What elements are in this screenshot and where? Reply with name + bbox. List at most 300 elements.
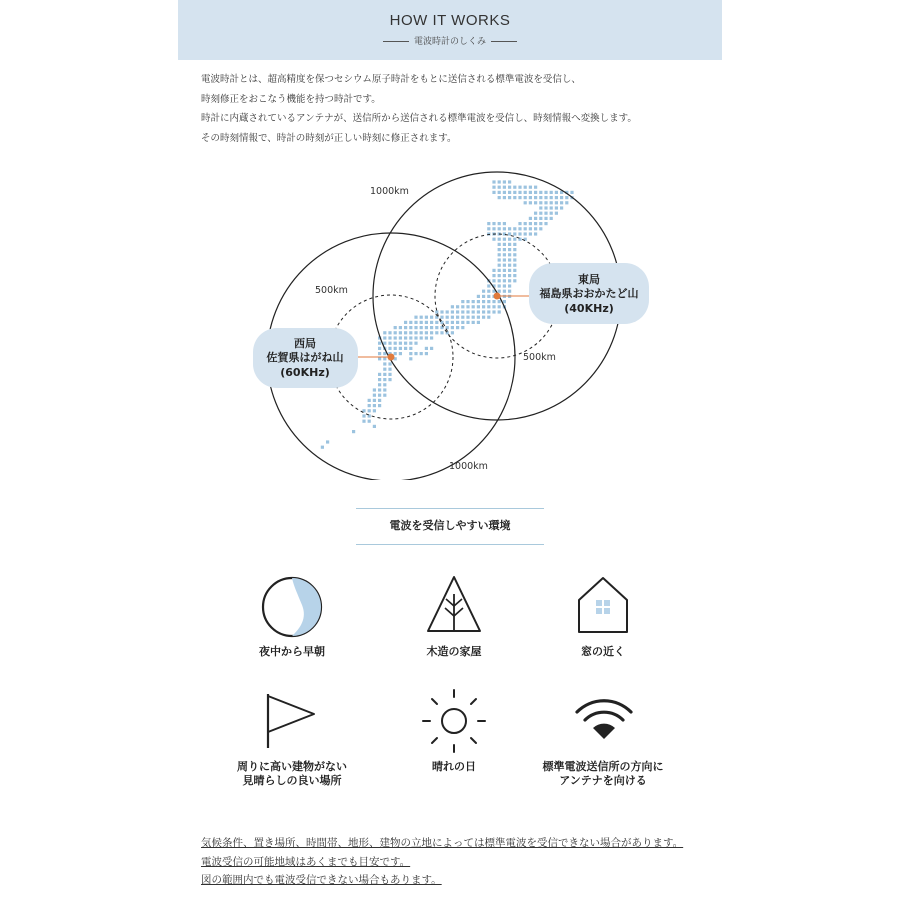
map-dot — [492, 310, 495, 313]
map-dot — [498, 186, 501, 189]
map-dot — [378, 383, 381, 386]
map-dot — [461, 316, 464, 319]
map-dot — [508, 243, 511, 246]
map-dot — [435, 331, 438, 334]
map-dot — [492, 274, 495, 277]
map-dot — [461, 326, 464, 329]
map-dot — [477, 305, 480, 308]
map-dot — [544, 206, 547, 209]
map-dot — [409, 331, 412, 334]
map-dot — [508, 196, 511, 199]
map-dot — [430, 336, 433, 339]
map-dot — [362, 420, 365, 423]
map-dot — [503, 300, 506, 303]
map-dot — [544, 196, 547, 199]
map-dot — [456, 305, 459, 308]
map-dot — [383, 373, 386, 376]
map-dot — [529, 222, 532, 225]
map-dot — [498, 269, 501, 272]
map-dot — [513, 253, 516, 256]
map-dot — [498, 310, 501, 313]
map-dot — [503, 279, 506, 282]
map-dot — [435, 326, 438, 329]
map-dot — [524, 222, 527, 225]
map-dot — [420, 352, 423, 355]
map-dot — [513, 243, 516, 246]
map-dot — [544, 212, 547, 215]
map-dot — [503, 258, 506, 261]
map-dot — [550, 196, 553, 199]
map-dot — [383, 357, 386, 360]
map-dot — [440, 316, 443, 319]
condition-label — [532, 645, 674, 659]
map-dot — [487, 284, 490, 287]
map-dot — [368, 420, 371, 423]
map-dot — [482, 290, 485, 293]
map-dot — [383, 352, 386, 355]
map-dot — [414, 321, 417, 324]
map-dot — [472, 305, 475, 308]
map-dot — [487, 295, 490, 298]
map-dot — [394, 331, 397, 334]
map-dot — [388, 331, 391, 334]
map-dot — [487, 227, 490, 230]
map-dot — [513, 258, 516, 261]
map-dot — [404, 336, 407, 339]
page-title: HOW IT WORKS — [389, 12, 511, 29]
map-dot — [498, 238, 501, 241]
map-dot — [570, 191, 573, 194]
map-dot — [409, 321, 412, 324]
map-dot — [508, 238, 511, 241]
map-dot — [383, 336, 386, 339]
map-dot — [503, 290, 506, 293]
map-dot — [492, 238, 495, 241]
map-dot — [503, 269, 506, 272]
map-dot — [513, 186, 516, 189]
map-dot — [503, 222, 506, 225]
map-dot — [456, 326, 459, 329]
map-dot — [388, 347, 391, 350]
map-dot — [524, 191, 527, 194]
condition-line2: 見晴らしの良い場所 — [242, 774, 342, 787]
map-dot — [383, 383, 386, 386]
tree-icon — [424, 574, 484, 636]
map-dot — [388, 336, 391, 339]
map-dot — [425, 321, 428, 324]
map-dot — [513, 196, 516, 199]
map-dot — [446, 310, 449, 313]
map-dot — [534, 227, 537, 230]
map-dot — [394, 347, 397, 350]
map-dot — [425, 336, 428, 339]
map-dot — [394, 352, 397, 355]
map-dot — [492, 180, 495, 183]
map-dot — [498, 300, 501, 303]
map-dot — [539, 201, 542, 204]
map-dot — [388, 342, 391, 345]
map-dot — [326, 440, 329, 443]
map-dot — [456, 321, 459, 324]
map-dot — [420, 321, 423, 324]
map-dot — [508, 269, 511, 272]
map-dot — [373, 409, 376, 412]
map-dot — [498, 222, 501, 225]
map-dot — [513, 279, 516, 282]
map-dot — [555, 212, 558, 215]
condition-line2: アンテナを向ける — [559, 774, 647, 787]
west-station-location: 佐賀県はがね山 — [266, 351, 344, 364]
map-dot — [420, 336, 423, 339]
map-dot — [498, 274, 501, 277]
map-dot — [560, 196, 563, 199]
map-dot — [492, 222, 495, 225]
conditions-title: 電波を受信しやすい環境 — [389, 519, 511, 532]
map-dot — [425, 316, 428, 319]
map-dot — [513, 248, 516, 251]
map-dot — [518, 191, 521, 194]
map-dot — [425, 331, 428, 334]
sun-icon — [421, 688, 487, 754]
map-dot — [399, 336, 402, 339]
map-dot — [503, 284, 506, 287]
west-inner-radius-label: 500km — [315, 285, 348, 296]
map-dot — [539, 196, 542, 199]
map-dot — [394, 326, 397, 329]
map-dot — [498, 196, 501, 199]
map-dot — [368, 404, 371, 407]
map-dot — [472, 300, 475, 303]
map-dot — [414, 342, 417, 345]
map-dot — [414, 316, 417, 319]
map-dot — [482, 316, 485, 319]
map-dot — [409, 326, 412, 329]
map-dot — [518, 196, 521, 199]
map-dot — [409, 347, 412, 350]
map-dot — [503, 196, 506, 199]
map-dot — [503, 243, 506, 246]
map-dot — [555, 196, 558, 199]
map-dot — [477, 316, 480, 319]
map-dot — [498, 279, 501, 282]
east-station-frequency: (40KHz) — [564, 302, 614, 315]
map-dot — [498, 258, 501, 261]
map-dot — [529, 232, 532, 235]
map-dot — [518, 222, 521, 225]
map-dot — [399, 326, 402, 329]
map-dot — [435, 321, 438, 324]
map-dot — [373, 425, 376, 428]
map-dot — [503, 248, 506, 251]
map-dot — [529, 217, 532, 220]
map-dot — [399, 342, 402, 345]
map-dot — [383, 388, 386, 391]
map-dot — [529, 191, 532, 194]
map-dot — [492, 227, 495, 230]
map-dot — [383, 394, 386, 397]
map-dot — [524, 186, 527, 189]
map-dot — [466, 310, 469, 313]
map-dot — [388, 373, 391, 376]
map-dot — [404, 321, 407, 324]
map-dot — [524, 201, 527, 204]
map-dot — [518, 186, 521, 189]
map-dot — [508, 290, 511, 293]
map-dot — [383, 342, 386, 345]
map-dot — [492, 300, 495, 303]
map-dot — [378, 399, 381, 402]
map-dot — [513, 227, 516, 230]
map-dot — [466, 316, 469, 319]
map-dot — [518, 227, 521, 230]
map-dot — [451, 331, 454, 334]
map-dot — [498, 305, 501, 308]
map-dot — [409, 336, 412, 339]
map-dot — [503, 274, 506, 277]
map-dot — [492, 191, 495, 194]
east-station-marker — [494, 293, 501, 300]
map-dot — [446, 316, 449, 319]
map-dot — [378, 378, 381, 381]
map-dot — [373, 388, 376, 391]
map-dot — [508, 284, 511, 287]
map-dot — [378, 394, 381, 397]
map-dot — [451, 321, 454, 324]
map-dot — [451, 316, 454, 319]
map-dot — [456, 316, 459, 319]
east-outer-radius-label: 1000km — [370, 186, 409, 197]
intro-line: その時刻情報で、時計の時刻が正しい時刻に修正されます。 — [201, 132, 457, 144]
map-dot — [477, 295, 480, 298]
map-dot — [550, 206, 553, 209]
map-dot — [430, 331, 433, 334]
map-dot — [378, 373, 381, 376]
map-dot — [544, 222, 547, 225]
map-dot — [461, 300, 464, 303]
map-dot — [461, 321, 464, 324]
east-station-location: 福島県おおかたど山 — [539, 287, 639, 300]
map-dot — [508, 279, 511, 282]
map-dot — [362, 414, 365, 417]
map-dot — [446, 326, 449, 329]
map-dot — [503, 191, 506, 194]
map-dot — [508, 258, 511, 261]
map-dot — [446, 321, 449, 324]
map-dot — [555, 206, 558, 209]
map-dot — [404, 347, 407, 350]
map-dot — [425, 326, 428, 329]
map-dot — [466, 305, 469, 308]
map-dot — [544, 191, 547, 194]
map-dot — [518, 232, 521, 235]
map-dot — [430, 347, 433, 350]
map-dot — [513, 232, 516, 235]
map-dot — [409, 357, 412, 360]
map-dot — [414, 352, 417, 355]
map-dot — [383, 368, 386, 371]
intro-line: 時計に内蔵されているアンテナが、送信所から送信される標準電波を受信し、時刻情報へ変換します。 — [201, 113, 637, 124]
map-dot — [399, 331, 402, 334]
heading-bottom-rule — [356, 544, 544, 545]
map-dot — [420, 316, 423, 319]
map-dot — [373, 394, 376, 397]
map-dot — [508, 191, 511, 194]
map-dot — [539, 212, 542, 215]
map-dot — [461, 310, 464, 313]
map-dot — [399, 347, 402, 350]
map-dot — [420, 331, 423, 334]
map-dot — [513, 191, 516, 194]
map-dot — [534, 186, 537, 189]
map-dot — [373, 399, 376, 402]
map-dot — [534, 191, 537, 194]
map-dot — [456, 310, 459, 313]
map-dot — [544, 201, 547, 204]
map-dot — [560, 206, 563, 209]
map-dot — [487, 290, 490, 293]
map-dot — [388, 368, 391, 371]
map-dot — [378, 342, 381, 345]
map-dot — [425, 352, 428, 355]
map-dot — [508, 274, 511, 277]
map-dot — [472, 316, 475, 319]
map-dot — [466, 300, 469, 303]
subtitle-text: 電波時計のしくみ — [413, 37, 486, 47]
map-dot — [498, 248, 501, 251]
map-dot — [487, 222, 490, 225]
map-dot — [404, 326, 407, 329]
map-dot — [388, 378, 391, 381]
map-dot — [550, 217, 553, 220]
map-dot — [440, 310, 443, 313]
condition-line1: 周りに高い建物がない — [237, 760, 347, 773]
map-dot — [498, 253, 501, 256]
map-dot — [508, 186, 511, 189]
map-dot — [492, 279, 495, 282]
condition-line1: 晴れの日 — [432, 760, 476, 773]
map-dot — [430, 326, 433, 329]
map-dot — [399, 352, 402, 355]
map-dot — [492, 305, 495, 308]
map-dot — [378, 357, 381, 360]
map-dot — [498, 227, 501, 230]
map-dot — [555, 191, 558, 194]
map-dot — [498, 290, 501, 293]
map-dot — [383, 378, 386, 381]
map-dot — [487, 305, 490, 308]
map-dot — [534, 232, 537, 235]
map-dot — [534, 196, 537, 199]
map-dot — [539, 217, 542, 220]
map-dot — [529, 196, 532, 199]
condition-label — [383, 645, 525, 659]
map-dot — [524, 227, 527, 230]
wifi-signal-icon — [574, 697, 634, 741]
map-dot — [524, 232, 527, 235]
map-dot — [492, 186, 495, 189]
conditions-heading — [356, 508, 544, 544]
condition-label — [522, 760, 684, 788]
map-dot — [503, 238, 506, 241]
map-dot — [503, 232, 506, 235]
map-dot — [482, 300, 485, 303]
map-dot — [503, 264, 506, 267]
map-dot — [534, 222, 537, 225]
map-dot — [451, 326, 454, 329]
map-dot — [498, 284, 501, 287]
map-dot — [529, 201, 532, 204]
condition-label — [221, 645, 363, 659]
house-window-icon — [575, 574, 631, 636]
map-dot — [451, 305, 454, 308]
map-dot — [503, 227, 506, 230]
map-dot — [492, 269, 495, 272]
map-dot — [394, 342, 397, 345]
east-inner-radius-label: 500km — [523, 352, 556, 363]
map-dot — [414, 331, 417, 334]
flag-icon — [262, 690, 322, 750]
map-dot — [534, 212, 537, 215]
map-dot — [503, 180, 506, 183]
map-dot — [508, 180, 511, 183]
map-dot — [565, 201, 568, 204]
map-dot — [420, 326, 423, 329]
map-dot — [503, 186, 506, 189]
map-dot — [482, 305, 485, 308]
map-dot — [352, 430, 355, 433]
map-dot — [383, 331, 386, 334]
map-dot — [539, 227, 542, 230]
condition-label — [221, 760, 363, 788]
map-dot — [430, 316, 433, 319]
map-dot — [534, 201, 537, 204]
west-outer-radius-label: 1000km — [449, 461, 488, 472]
condition-line1: 木造の家屋 — [426, 645, 482, 658]
map-dot — [513, 238, 516, 241]
map-dot — [529, 186, 532, 189]
map-dot — [477, 310, 480, 313]
map-dot — [487, 310, 490, 313]
condition-line1: 窓の近く — [581, 645, 625, 658]
map-dot — [383, 362, 386, 365]
map-dot — [544, 217, 547, 220]
map-dot — [513, 274, 516, 277]
west-station-marker — [388, 354, 395, 361]
intro-line: 時刻修正をおこなう機能を持つ時計です。 — [201, 93, 381, 105]
condition-label — [383, 760, 525, 774]
map-dot — [560, 201, 563, 204]
map-dot — [498, 264, 501, 267]
map-dot — [550, 201, 553, 204]
map-dot — [550, 212, 553, 215]
map-dot — [321, 446, 324, 449]
note-line: 気候条件、置き場所、時間帯、地形、建物の立地によっては標準電波を受信できない場合があります。 — [201, 837, 684, 849]
map-dot — [378, 352, 381, 355]
east-station-name: 東局 — [578, 273, 600, 286]
notes — [201, 834, 683, 890]
map-dot — [472, 321, 475, 324]
intro-line: 電波時計とは、超高精度を保つセシウム原子時計をもとに送信される標準電波を受信し、 — [201, 74, 581, 85]
map-dot — [498, 180, 501, 183]
map-dot — [477, 321, 480, 324]
map-dot — [388, 362, 391, 365]
map-dot — [508, 248, 511, 251]
map-dot — [466, 321, 469, 324]
map-dot — [508, 264, 511, 267]
map-dot — [508, 232, 511, 235]
map-dot — [430, 321, 433, 324]
map-dot — [555, 201, 558, 204]
